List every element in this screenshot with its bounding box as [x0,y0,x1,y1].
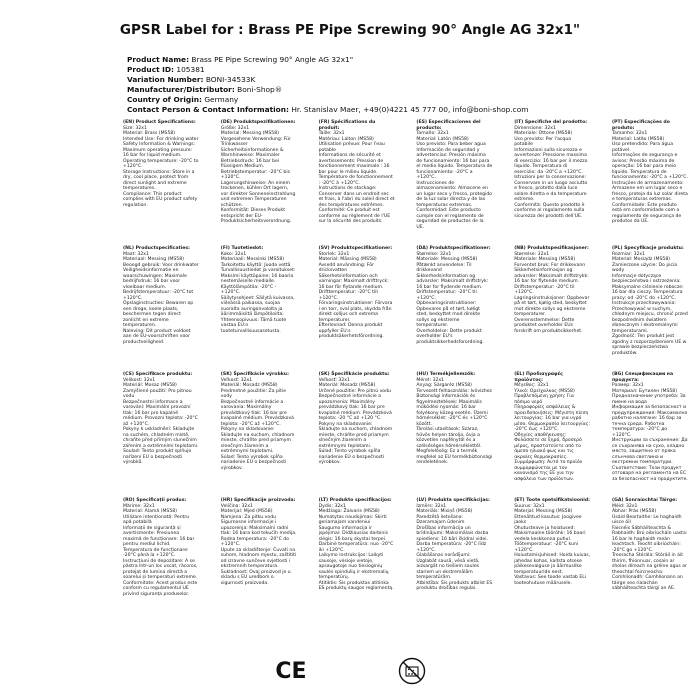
ce-mark-text: CE [275,659,307,684]
language-spec-block [221,246,297,372]
country-of-origin-label: Country of Origin: [127,95,202,104]
spec-band [123,246,688,372]
variation-number-row [127,75,687,85]
manufacturer-value: Boni-Shop® [237,85,283,94]
language-spec-block [416,498,492,624]
language-spec-heading: (SV) Produktspecifikationer: [318,246,393,251]
language-spec-block [416,246,492,372]
language-spec-heading: (HR) Specifikacije proizvoda: [220,498,296,503]
language-spec-block [123,498,199,624]
country-of-origin-row [127,95,687,105]
product-id-label: Product ID: [127,65,175,74]
spec-band [123,120,688,246]
variation-number-value: BONI-34533K [205,75,256,84]
language-spec-heading: (ET) Toote spetsifikatsioonid: [514,498,590,503]
language-spec-block [319,372,395,498]
language-spec-text: Tamanho: 32x1 Material: Latão (MS58) Uso pretendido: Para água potável Informações de segurança e avisos: Pressão máxima de operação: 16 bar para meio líquido. Temperatura de funcionamento: -20°C a +120°C. Instruções de armazenamento: Armazene em um lugar seco e fresco, proteja da luz solar direta e temperaturas extremas. Conformidade: Este produto está em conformidade com o regulamento de segurança de produtos da UE. [611,131,688,224]
country-of-origin-value: Germany [204,95,239,104]
language-spec-text: Størrelse: 32x1 Materiale: Messing (MS58) Påtænkt anvendelse: Til drikkevand Sikkerhedsinformation og advarsler: Maksimalt driftstryk: 16 bar for flydende medium. Driftstemperatur: -20°C til +120°C. Opbevaringsinstruktioner: Opbevares på et tørt, køligt sted, beskyttet mod direkte sollys og ekstreme temperaturer. Overholdelse: Dette produkt overholder EU's produktsikkerhedsforordning. [416,251,489,345]
compliance-marks [0,657,700,687]
language-spec-heading: (FI) Tuotetiedot: [220,246,264,251]
language-spec-text: Méret: 32x1 Anyag: Sárgaréz (MS58) Tervezett felhasználás: Ivóvízhez Biztonsági információk és figyelmeztetések: Maximális működési nyomás: 16 bar folyékony közeg esetén. Üzemi hőmérséklet: -20°C és +120°C között. Tárolási utasítások: Száraz, hűvös helyen tárolja, óvja a közvetlen napfénytől és a szélsőséges hőmérséklettől. Megfelelőség: Ez a termék megfelel az EU termékbiztonsági rendeletének. [416,377,493,465]
language-spec-grid [123,120,688,624]
spec-band [123,372,688,498]
language-spec-text: Размер: 32x1 Материал: Бутилен (MS58) Предназначение употреба: За пиене на вода Информация за безопасност и предупреждения: Максимално работно налягане: 16 бар за течна среда. Работна температура: -20°C до +120°C. Инструкции за съхранение: Да се съхранява на сухо, хладно място, защитено от пряка слънчева светлина и екстремни температури. Съответствие: Този продукт отговаря на регламента на ЕС за безопасност на продуктите. [611,383,688,482]
language-spec-block [514,246,590,372]
product-id-row [127,65,687,75]
language-spec-heading: (SK) Špecifikácie výrobku: [220,372,289,377]
language-spec-heading: (EL) Προδιαγραφές προϊόντος: [514,372,563,383]
product-id-value: 105381 [176,65,205,74]
language-spec-text: Izmērs: 32x1 Materiāls: Misiņš (MS58) Paredzētā lietošana: Dzeramajam ūdenim Drošības informācija un brīdinājumi: Maksimālais darba spiediens: 16 bāri šķidrai videi. Darba temperatūra: -20°C līdz +120°C. Glabāšanas norādījumi: Uzglabāt sausā, vēsā vietā, aizsargāt no tiešiem saules stariem un ekstremālām temperatūrām. Atbilstība: Šis produkts atbilst ES produktu drošības regulai. [416,503,493,591]
product-name-row [127,55,687,65]
language-spec-text: Taille: 32x1 Matériau: Laiton (MS58) Utilisation prévue: Pour l'eau potable Informations de sécurité et avertissements: Pression de fonctionnement maximale : 16 bar pour le milieu liquide. Température de fonctionnement : -20°C à +120°C. Instructions de stockage: Conserver dans un endroit sec et frais, à l'abri du soleil direct et des températures extrêmes. Conformité: Ce produit est conforme au règlement de l'UE sur la sécurité des produits. [318,131,395,224]
language-spec-block [612,120,688,246]
product-name-label: Product Name: [127,55,190,64]
language-spec-text: Größe: 32x1 Material: Messing (MS58) Vorgesehene Verwendung: Für Trinkwasser Sicherheitsinformationen & Warnhinweise: Maximaler Betriebsdruck: 16 bar bei flüssigem Medium. Betriebstemperatur: -20°C bis +120°C. Lagerungshinweise: An einem trockenen, kühlen Ort lagern, vor direkter Sonneneinstrahlung und extremen Temperaturen schützen. Konformität: Dieses Produkt entspricht der EU-Produktsicherheitsverordnung. [220,125,296,224]
language-spec-text: Μέγεθος: 32x1 Υλικό: Ορείχαλκος (MS58) Προβλεπόμενη χρήση: Για πόσιμο νερό Πληροφορίες ασφάλειας & προειδοποιήσεις: Μέγιστη πίεση λειτουργίας: 16 bar για υγρό μέσο. Θερμοκρασία λειτουργίας: -20°C έως +120°C. Οδηγίες αποθήκευσης: Φυλάσσετε σε ξηρό, δροσερό μέρος, προστατεύετε από το άμεσο ηλιακό φως και τις ακραίες θερμοκρασίες. Συμμόρφωση: Αυτό το προϊόν συμμορφώνεται με τον κανονισμό της ΕΕ για την ασφάλεια των προϊόντων. [514,383,591,482]
language-spec-heading: (HU) Termékjellemzők: [416,372,476,377]
language-spec-heading: (PT) Especificações do produto: [611,120,670,131]
language-spec-block [123,372,199,498]
language-spec-block [123,120,199,246]
language-spec-text: Veličina: 32x1 Materijal: Mjed (MS58) Namjena: Za pitku vodu Sigurnosne informacije i upozorenja: Maksimalni radni tlak: 16 bara kod tekućih medija. Radna temperatura: -20°C do +120°C. Upute za skladištenje: Čuvati na suhom, hladnom mjestu, zaštititi od izravne sunčeve svjetlosti i ekstremnih temperatura. Sukladnost: Ovaj proizvod je u skladu s EU uredbom o sigurnosti proizvoda. [220,503,297,586]
language-spec-text: Suurus: 32x1 Materjal: Messing (MS58) Ettenähtud kasutus: Joogivee jaoks Ohutusteave ja hoiatused: Maksimaalne töörõhk: 16 baari vedela keskkonna puhul. Töötemperatuur: -20°C kuni +120°C. Hoiustamisjuhised: Hoida kuivas, jahedas kohas, kaitsta otsese päikesevalguse ja äärmuslike temperatuuride eest. Vastavus: See toode vastab ELi tooteohutuse määrusele. [514,503,591,586]
language-spec-text: Storlek: 32x1 Material: Mässing (MS58) Avsedd användning: För dricksvatten Säkerhetsinformation och varningar: Maximalt drifttryck: 16 bar för flytande medium. Drifttemperatur: -20°C till +120°C. Förvaringsinstruktioner: Förvara i en torr, sval plats, skydda från direkt solljus och extrema temperaturer. Efterlevnad: Denna produkt uppfyller EU:s produktsäkerhetsförordning. [318,251,393,339]
language-spec-text: Dydis: 32x1 Medžiaga: Žalvaris (MS58) Numatytas naudojimas: Skirti geriamajam vandeniui Saugumo informacija ir įspėjimai: Didžiausias darbinis slėgis: 16 barų skystai terpei. Darbinė temperatūra: nuo -20°C iki +120°C. Laikymo instrukcijos: Laikyti sausoje, vėsioje vietoje, apsaugotoje nuo tiesioginių saulės spindulių ir ekstremalių temperatūrų. Atitiktis: Šis produktas atitinka ES produktų saugos reglamentą. [318,503,394,591]
language-spec-heading: (LV) Produkta specifikācijas: [416,498,490,503]
language-spec-block [612,498,688,624]
language-spec-heading: (DA) Produktspecifikationer: [416,246,491,251]
language-spec-block [221,372,297,498]
language-spec-block [514,372,590,498]
language-spec-block [221,498,297,624]
language-spec-text: Mărime: 32x1 Material: Alamă (MS58) Utilizare intenționată: Pentru apă potabilă Informații de siguranță și avertismente: Presiunea maximă de funcționare: 16 bar pentru mediul lichid. Temperatura de funcționare: -20°C până la +120°C. Instrucțiuni de depozitare: A se păstra într-un loc uscat, răcoros, protejat de lumina directă a soarelui și temperaturi extreme. Conformitate: Acest produs este conform cu regulamentul UE privind siguranța produselor. [123,503,198,597]
page-title: GPSR Label for : Brass PE Pipe Screwing 90° Angle AG 32x1" [119,22,581,38]
contact-label: Contact Person & Contact Information: [127,105,289,114]
contact-row [127,105,687,115]
spec-band [123,498,688,624]
language-spec-heading: (IT) Specifiche del prodotto: [514,120,588,125]
language-spec-heading: (EN) Product Specifications: [123,120,196,125]
language-spec-text: Size: 32x1 Material: Brass (MS58) Intended Use: For drinking water Safety Information & Warnings: Maximum operating pressure: 16 bar for liquid medium. Operating temperature: -20°C to +120°C. Storage Instructions: Store in a dry, cool place, protect from direct sunlight and extreme temperatures. Compliance: This product complies with EU product safety regulation. [123,125,199,208]
language-spec-heading: (DE) Produktspezifikationen: [220,120,296,125]
language-spec-text: Rozmiar: 32x1 Materiał: Mosiądz (MS58) Zamierzone użycie: Do picia wody Informacje dotyczące bezpieczeństwa i ostrzeżenia: Maksymalne ciśnienie robocze: 16 bar dla cieczy. Temperatura pracy: od -20°C do +120°C. Instrukcje przechowywania: Przechowywać w suchym, chłodnym miejscu, chronić przed bezpośrednim światłem słonecznym i ekstremalnymi temperaturami. Zgodność: Ten produkt jest zgodny z rozporządzeniem UE w sprawie bezpieczeństwa produktów. [611,251,688,356]
language-spec-block [319,246,395,372]
language-spec-heading: (NB) Produktspesifikasjoner: [514,246,589,251]
no-dishwasher-icon [398,657,426,685]
language-spec-block [514,120,590,246]
language-spec-text: Dimensione: 32x1 Materiale: Ottone (MS58) Uso previsto: Per l'acqua potabile Informazioni sulla sicurezza e avvertenze: Pressione massima di esercizio: 16 bar per il mezzo liquido. Temperatura di esercizio: da -20°C a +120°C. Istruzioni per la conservazione: Conservare in un luogo asciutto e fresco, protetto dalla luce solare diretta e da temperature estreme. Conformità: Questo prodotto è conforme al regolamento sulla sicurezza dei prodotti dell'UE. [514,125,588,219]
language-spec-text: Velikost: 32x1 Materiál: Mosaz (MS58) Zamýšlené použití: Pro pitnou vodu Bezpečnostní informace a varování: Maximální provozní tlak: 16 bar pro kapalné médium. Provozní teplota: -20°C až +120°C. Pokyny k uskladnění: Skladujte na suchém, chladném místě, chraňte před přímým slunečním zářením a extrémními teplotami. Soulad: Tento produkt splňuje nařízení EU o bezpečnosti výrobků. [123,377,199,465]
language-spec-text: Koko: 32x1 Materiaali: Messinki (MS58) Tarkoitettu käyttö: Juoda vettä Turvallisuustiedot ja varoitukset: Maksimi käyttöpaine: 16 baaria nestemäiselle medialle. Käyttölämpötila: -20°C - +120°C. Säilytysohjeet: Säilytä kuivassa, viileässä paikassa, suojaa suoralta auringonvalolta ja äärimmäisiltä lämpötiloilta. Yhteensopivuus: Tämä tuote vastaa EU:n tuoteturvallisuusasetusta. [220,251,296,334]
contact-value: Hr. Stanislav Maer, +49(0)4221 45 777 00, info@boni-shop.com [291,105,529,114]
language-spec-block [612,246,688,372]
language-spec-text: Veľkosť: 32x1 Materiál: Mosadz (MS58) Predmetné použitie: Za pitie vody Bezpečnostné informácie a varovania: Maximálny prevádzkový tlak: 16 bar pre kvapalné médium. Prevádzková teplota: -20°C až +120°C. Pokyny na skladovanie: Skladujte na suchom, chladnom mieste, chráňte pred priamym slnečným žiarením a extrémnymi teplotami. Súlad: Tento výrobok spĺňa nariadenie EÚ o bezpečnosti výrobkov. [220,377,295,471]
language-spec-heading: (FR) Spécifications du produit: [318,120,376,131]
manufacturer-row [127,85,687,95]
language-spec-block [612,372,688,498]
language-spec-block [319,498,395,624]
language-spec-text: Størrelse: 32x1 Materiale: Messing (MS58) Forventet bruk: For drikkevann Sikkerhetsinformasjon og advarsler: Maksimalt driftstrykk: 16 bar for flytende medium. Driftstemperatur: -20°C til +120°C. Lagringsinstruksjoner: Oppbevar på et tørt, kjølig sted, beskyttet mot direkte sollys og ekstreme temperaturer. Overensstemmelse: Dette produktet overholder EUs forskrift om produktsikkerhet. [514,251,590,334]
product-name-value: Brass PE Pipe Screwing 90° Angle AG 32x1" [191,55,354,64]
language-spec-heading: (PL) Specyfikacje produktu: [611,246,684,251]
language-spec-block [319,120,395,246]
language-spec-heading: (ES) Especificaciones del producto: [416,120,481,131]
language-spec-heading: (GA) Sonraíochtaí Táirge: [611,498,678,503]
language-spec-block [416,120,492,246]
language-spec-heading: (SK) Špecifikácie produktu: [318,372,390,377]
language-spec-heading: (CS) Specifikace produktu: [123,372,193,377]
language-spec-block [416,372,492,498]
language-spec-heading: (LT) Produkto specifikacijos: [318,498,392,503]
language-spec-text: Veľkosť: 32x1 Materiál: Mosadz (MS58) Určené použitie: Pre pitnú vodu Bezpečnostné informácie a upozornenia: Maximálny prevádzkový tlak: 16 bar pre kvapalné médium. Prevádzková teplota: -20 °C až +120 °C. Pokyny na skladovanie: Skladujte na suchom, chladnom mieste, chráňte pred priamym slnečným žiarením a extrémnymi teplotami. Súlad: Tento výrobok spĺňa nariadenie EÚ o bezpečnosti výrobkov. [318,377,393,465]
language-spec-text: Méid: 32x1 Ábhar: Prás (MS58) Úsáid Beartaithe: Le haghaidh uisce óil Faisnéis Sábháilteachta & Rabhaidh: Brú oibriúcháin uasta: 16 bar le haghaidh meán leachtach. Teocht oibriúcháin: -20°C go +120°C. Treoracha Stórála: Stóráil in áit thirim, fhionnuar, cosain ar sholas díreach na gréine agus ar theochtaí foircneacha. Comhlíonadh: Comhlíonann an táirge seo rialachán sábháilteachta táirgí an AE. [611,503,688,591]
variation-number-label: Variation Number: [127,75,204,84]
language-spec-text: Tamaño: 32x1 Material: Latón (MS58) Uso previsto: Para beber agua Información de seguridad y advertencias: Presión máxima de funcionamiento: 16 bar para el medio líquido. Temperatura de funcionamiento: -20°C a +120°C. Instrucciones de almacenamiento: Almacene en un lugar seco y fresco, protegido de la luz solar directa y de las temperaturas extremas. Conformidad: Este producto cumple con el reglamento de seguridad de productos de la UE. [416,131,493,230]
product-info [127,55,687,115]
language-spec-block [514,498,590,624]
language-spec-block [123,246,199,372]
language-spec-text: Maat: 32x1 Materiaal: Messing (MS58) Beoogd gebruik: Voor drinkwater Veiligheidsinformatie en waarschuwingen: Maximale bedrijfsdruk: 16 bar voor vloeibaar medium. Bedrijfstemperatuur: -20°C tot +120°C. Opslaginstructies: Bewaren op een droge, koele plaats, beschermen tegen direct zonlicht en extreme temperaturen. Naleving: Dit product voldoet aan de EU-voorschriften voor productveiligheid. [123,251,199,345]
language-spec-heading: (BG) Спецификации на продукта: [611,372,674,383]
manufacturer-label: Manufacturer/Distributor: [127,85,235,94]
language-spec-block [221,120,297,246]
ce-mark-icon [276,657,306,683]
language-spec-heading: (RO) Specificații produs: [123,498,187,503]
language-spec-heading: (NL) Productspecificaties: [123,246,190,251]
